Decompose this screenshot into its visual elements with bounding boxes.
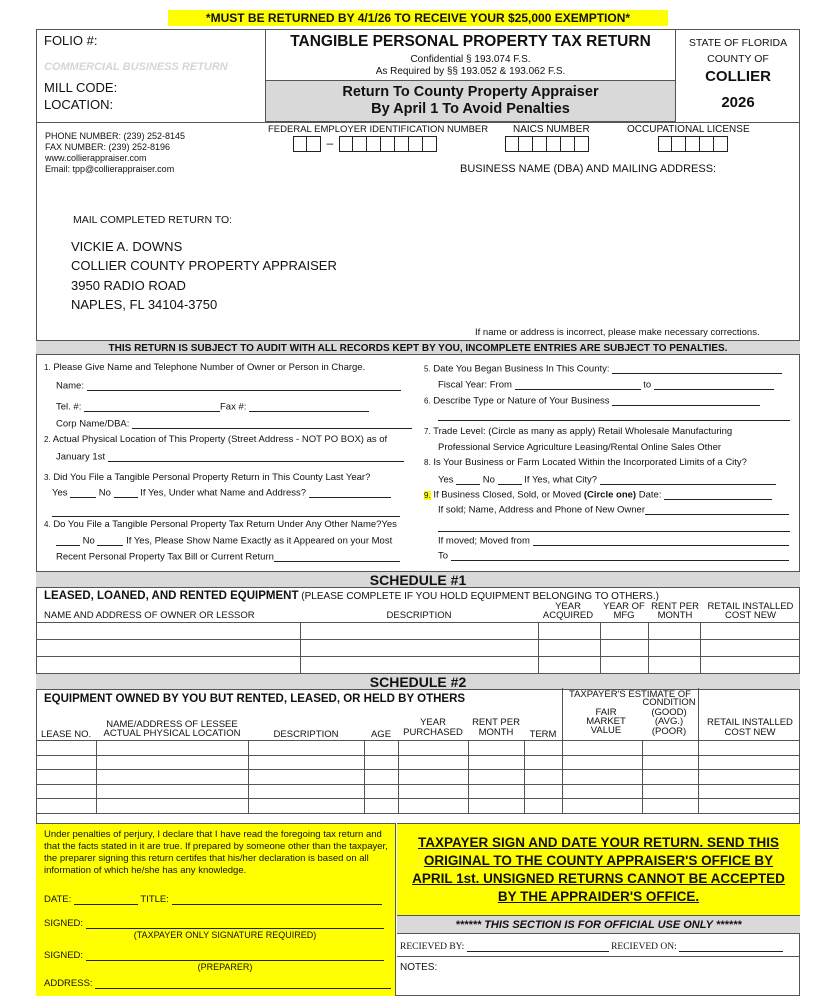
correction-note: If name or address is incorrect, please make necessary corrections.	[475, 327, 760, 338]
q9-sold: If sold; Name, Address and Phone of New Owner	[438, 504, 645, 516]
naics-label: NAICS NUMBER	[513, 124, 590, 135]
state-label: STATE OF FLORIDA	[688, 37, 788, 49]
q4-recent: Recent Personal Property Tax Bill or Current Return	[56, 551, 274, 563]
notes-label[interactable]: NOTES:	[400, 962, 438, 973]
q1-text: Please Give Name and Telephone Number of Owner or Person in Charge.	[53, 362, 366, 373]
schedule2-table[interactable]	[36, 740, 800, 814]
q9-sold-input-2[interactable]	[438, 521, 790, 532]
signature-input[interactable]	[86, 918, 384, 929]
q1-tel-input[interactable]	[84, 401, 220, 412]
q9-number: 9.	[424, 490, 431, 500]
q7-options-2[interactable]: Professional Service Agriculture Leasing/Rental Online Sales Other	[438, 442, 722, 453]
schedule2-col-description: DESCRIPTION	[273, 729, 339, 740]
q3-input-2[interactable]	[52, 506, 400, 517]
q5-from-input[interactable]	[515, 379, 641, 390]
q8-city: If Yes, what City?	[524, 474, 598, 486]
q9-sold-input[interactable]	[645, 504, 789, 515]
q1-name-label: Name:	[56, 380, 84, 392]
q7-text: Trade Level: (Circle as many as apply)	[433, 426, 596, 437]
schedule1-col-rent: RENT PER MONTH	[651, 601, 699, 621]
fein-input[interactable]: –	[293, 136, 437, 155]
q6-text: Describe Type or Nature of Your Business	[433, 395, 610, 407]
q7-options-1[interactable]: Retail Wholesale Manufacturing	[598, 426, 733, 437]
q1-tel-label: Tel. #:	[56, 401, 82, 413]
q3-yes: Yes	[52, 487, 68, 499]
q1-fax-label: Fax #:	[220, 401, 247, 413]
location-label: LOCATION:	[44, 97, 114, 112]
q9-moved: If moved; Moved from	[438, 535, 530, 547]
schedule1-col-description: DESCRIPTION	[386, 610, 452, 621]
address-label: ADDRESS:	[44, 978, 93, 989]
mail-name: VICKIE A. DOWNS	[71, 239, 183, 254]
email: Email: tpp@collierappraiser.com	[45, 164, 175, 174]
header-divider	[36, 122, 800, 123]
mail-city: NAPLES, FL 34104-3750	[71, 297, 218, 312]
title-label: TITLE:	[140, 894, 169, 905]
q4-yes-input[interactable]	[56, 535, 80, 546]
deadline-banner: *MUST BE RETURNED BY 4/1/26 TO RECEIVE YOUR $25,000 EXEMPTION*	[168, 10, 668, 26]
schedule2-col-term: TERM	[529, 729, 557, 740]
q4-text: Do You File a Tangible Personal Property Tax Return Under Any Other Name?Yes	[53, 519, 397, 530]
schedule1-col-year-mfg: YEAR OF MFG	[603, 601, 645, 621]
mail-street: 3950 RADIO ROAD	[71, 278, 186, 293]
q6-input[interactable]	[612, 395, 760, 406]
notes-divider	[397, 956, 800, 957]
q5-input[interactable]	[612, 363, 782, 374]
schedule1-col-cost: RETAIL INSTALLED COST NEW	[707, 601, 794, 621]
q9-to: To	[438, 550, 449, 562]
date-label: DATE:	[44, 894, 72, 905]
occ-license-label: OCCUPATIONAL LICENSE	[627, 124, 750, 135]
schedule2-col-lessee: NAME/ADDRESS OF LESSEE ACTUAL PHYSICAL LOCATION	[103, 719, 241, 739]
q3-yes-input[interactable]	[70, 487, 96, 498]
confidential-note: Confidential § 193.074 F.S.	[410, 54, 531, 65]
sign-notice: TAXPAYER SIGN AND DATE YOUR RETURN. SEND THIS ORIGINAL TO THE COUNTY APPRAISER'S OFFICE BY APRIL 1st. UNSIGNED RETURNS CANNOT BE ACCEPTED BY THE APPRAIDER'S OFFICE.	[397, 823, 800, 915]
q8-city-input[interactable]	[600, 474, 776, 485]
schedule1-col-owner: NAME AND ADDRESS OF OWNER OR LESSOR	[44, 610, 255, 621]
received-by-label: RECIEVED BY:	[400, 942, 465, 952]
q8-yes: Yes	[438, 474, 454, 486]
q9-moved-input[interactable]	[533, 535, 789, 546]
q9-circle: (Circle one)	[583, 489, 637, 501]
mail-to-label: MAIL COMPLETED RETURN TO:	[73, 214, 233, 226]
schedule1-title: SCHEDULE #1	[36, 571, 800, 588]
date-title-row	[44, 894, 382, 905]
business-name-label: BUSINESS NAME (DBA) AND MAILING ADDRESS:	[460, 163, 717, 175]
return-to-line2: By April 1 To Avoid Penalties	[371, 101, 570, 117]
q4-if-yes: If Yes, Please Show Name Exactly as it Appeared on your Most	[126, 535, 393, 547]
taxpayer-signature-note: (TAXPAYER ONLY SIGNATURE REQUIRED)	[133, 930, 317, 940]
schedule2-col-rent: RENT PER MONTH	[472, 717, 520, 738]
q1-corp-label: Corp Name/DBA:	[56, 418, 130, 430]
received-on-input[interactable]	[679, 941, 783, 952]
q5-text: Date You Began Business In This County:	[433, 363, 610, 375]
received-by-input[interactable]	[467, 941, 609, 952]
watermark: COMMERCIAL BUSINESS RETURN	[44, 61, 228, 73]
q2-input[interactable]	[108, 451, 404, 462]
q4-input[interactable]	[274, 551, 400, 562]
q5-to-input[interactable]	[654, 379, 774, 390]
schedule2-subtitle: EQUIPMENT OWNED BY YOU BUT RENTED, LEASED, OR HELD BY OTHERS	[44, 693, 466, 705]
official-title: ****** THIS SECTION IS FOR OFFICIAL USE ONLY ******	[397, 915, 800, 934]
fax-number: FAX NUMBER: (239) 252-8196	[45, 142, 171, 152]
q9-text: If Business Closed, Sold, or Moved	[433, 489, 582, 501]
q4-no-input[interactable]	[97, 535, 123, 546]
schedule2-col-fmv: FAIR MARKET VALUE	[586, 707, 626, 736]
q8-no: No	[482, 474, 495, 486]
q4-no: No	[82, 535, 95, 547]
received-row	[400, 941, 783, 952]
schedule2-col-lease: LEASE NO.	[41, 729, 92, 740]
tax-year: 2026	[721, 94, 755, 111]
q3-no: No	[98, 487, 111, 499]
schedule2-col-condition: CONDITION (GOOD) (AVG.) (POOR)	[642, 697, 696, 737]
audit-notice: THIS RETURN IS SUBJECT TO AUDIT WITH ALL RECORDS KEPT BY YOU, INCOMPLETE ENTRIES ARE SUBJECT TO PENALTIES.	[36, 340, 800, 355]
schedule2-col-cost: RETAIL INSTALLED COST NEW	[707, 717, 793, 738]
required-note: As Required by §§ 193.052 & 193.062 F.S.	[375, 66, 566, 77]
county-of-label: COUNTY OF	[707, 53, 769, 65]
occ-license-input[interactable]	[658, 136, 728, 155]
q3-if-yes: If Yes, Under what Name and Address?	[140, 487, 307, 499]
schedule1-table[interactable]	[36, 622, 800, 674]
q9-date-input[interactable]	[664, 489, 772, 500]
schedule2-estimate-frame-right	[698, 688, 699, 740]
schedule2-estimate-frame	[562, 688, 563, 740]
form-title: TANGIBLE PERSONAL PROPERTY TAX RETURN	[290, 33, 651, 50]
address-row	[44, 978, 391, 989]
schedule1-subtitle: LEASED, LOANED, AND RENTED EQUIPMENT	[44, 590, 299, 602]
signed-label: SIGNED:	[44, 918, 84, 929]
county-name: COLLIER	[705, 68, 771, 85]
preparer-signature-input[interactable]	[86, 950, 384, 961]
q1-name-input[interactable]	[87, 380, 401, 391]
q3-input[interactable]	[309, 487, 391, 498]
q3-text: Did You File a Tangible Personal Property Return in This County Last Year?	[53, 472, 371, 483]
q8-text: Is Your Business or Farm Located Within the Incorporated Limits of a City?	[433, 457, 747, 468]
q6-input-2[interactable]	[438, 410, 790, 421]
schedule2-col-age: AGE	[370, 729, 392, 740]
title-input[interactable]	[172, 894, 382, 905]
website: www.collierappraiser.com	[45, 153, 147, 163]
q8-yes-input[interactable]	[456, 474, 480, 485]
q9-to-input[interactable]	[451, 550, 789, 561]
mill-code-label: MILL CODE:	[44, 80, 118, 95]
naics-input[interactable]	[505, 136, 589, 155]
signed-row	[44, 918, 384, 929]
fein-label: FEDERAL EMPLOYER IDENTIFICATION NUMBER	[268, 124, 489, 135]
q8-no-input[interactable]	[498, 474, 522, 485]
address-input[interactable]	[95, 978, 391, 989]
q2b-text: January 1st	[56, 451, 106, 463]
folio-label: FOLIO #:	[44, 33, 98, 48]
signed2-row	[44, 950, 384, 961]
schedule2-title: SCHEDULE #2	[36, 673, 800, 690]
signed2-label: SIGNED:	[44, 950, 84, 961]
date-input[interactable]	[74, 894, 138, 905]
schedule1-col-year-acquired: YEAR ACQUIRED	[542, 601, 594, 621]
phone-number: PHONE NUMBER: (239) 252-8145	[45, 131, 186, 141]
schedule1-subnote: (PLEASE COMPLETE IF YOU HOLD EQUIPMENT BELONGING TO OTHERS.)	[301, 591, 659, 602]
q1-corp-input[interactable]	[132, 418, 412, 429]
q5-to: to	[643, 379, 652, 391]
schedule2-col-year: YEAR PURCHASED	[403, 717, 463, 738]
q9-date: Date:	[638, 489, 662, 501]
declaration-text: Under penalties of perjury, I declare that I have read the foregoing tax return and that the facts stated in it are true. If prepared by someone other than the taxpayer, the preparer signing this return certifes that his/her declaration is based on all information of which he/she has any knowledge.	[44, 829, 388, 876]
q2-text: Actual Physical Location of This Property (Street Address - NOT PO BOX) as of	[52, 434, 388, 445]
preparer-note: (PREPARER)	[197, 962, 253, 972]
q1-fax-input[interactable]	[249, 401, 369, 412]
return-to-line1: Return To County Property Appraiser	[342, 84, 599, 100]
schedule2-estimate: TAXPAYER'S ESTIMATE OF	[569, 689, 691, 700]
mail-org: COLLIER COUNTY PROPERTY APPRAISER	[71, 258, 337, 273]
q3-no-input[interactable]	[114, 487, 138, 498]
received-on-label: RECIEVED ON:	[611, 942, 677, 952]
q5-fiscal: Fiscal Year: From	[438, 379, 512, 391]
